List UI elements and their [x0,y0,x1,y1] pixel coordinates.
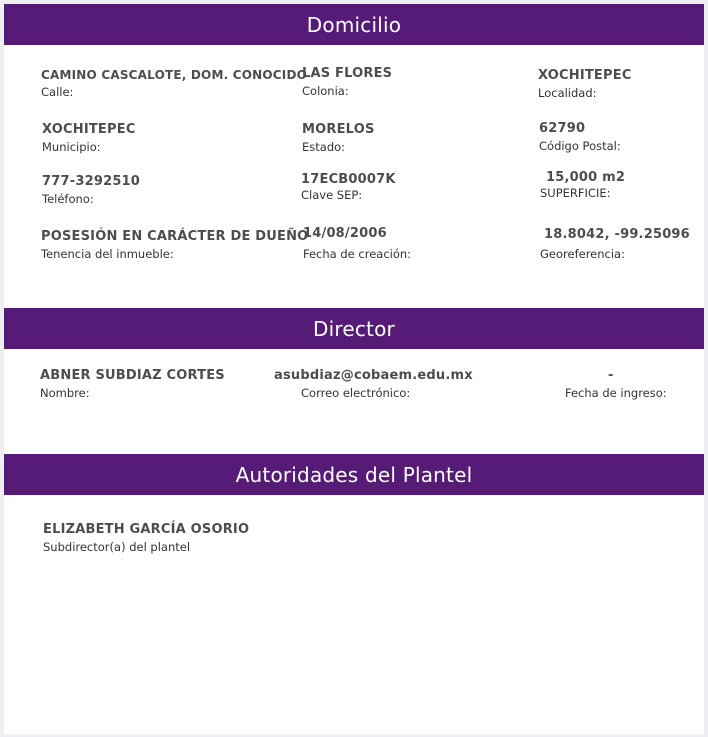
telefono-value: 777-3292510 [42,174,141,189]
director-correo-value: asubdiaz@cobaem.edu.mx [274,368,473,383]
fecha-creacion-value: 14/08/2006 [303,226,387,241]
subdirector-value: ELIZABETH GARCÍA OSORIO [43,522,250,537]
subdirector-label: Subdirector(a) del plantel [43,540,191,554]
director-header [4,308,704,349]
codigo-postal-value: 62790 [539,121,586,136]
superficie-value: 15,000 m2 [546,170,626,185]
calle-value: CAMINO CASCALOTE, DOM. CONOCIDO [41,68,308,82]
clave-sep-field [301,172,396,202]
domicilio-header [4,4,704,45]
estado-value: MORELOS [302,122,375,137]
codigo-postal-field [539,121,621,153]
georeferencia-label: Georeferencia: [540,247,625,261]
director-nombre-value: ABNER SUBDIAZ CORTES [40,368,225,383]
clave-sep-value: 17ECB0007K [301,172,396,187]
codigo-postal-label: Código Postal: [539,139,621,153]
colonia-field [302,66,392,98]
calle-label: Calle: [41,85,74,99]
autoridades-title: Autoridades del Plantel [235,462,473,487]
localidad-label: Localidad: [538,86,597,100]
director-fecha-ingreso-label: Fecha de ingreso: [565,386,667,400]
director-title: Director [313,316,395,341]
autoridades-header [4,454,704,495]
director-correo-field [274,368,473,400]
tenencia-field [41,229,308,261]
subdirector-field [43,522,249,554]
calle-field [41,68,307,99]
fecha-creacion-field [303,226,411,261]
municipio-field [42,122,136,154]
municipio-label: Municipio: [42,140,101,154]
localidad-field [538,68,632,100]
director-correo-label: Correo electrónico: [301,386,411,400]
colonia-value: LAS FLORES [302,66,393,81]
colonia-label: Colonia: [302,84,349,98]
estado-label: Estado: [302,140,346,154]
telefono-field [42,174,140,206]
georeferencia-value: 18.8042, -99.25096 [544,227,690,242]
school-info-sheet [4,4,704,734]
telefono-label: Teléfono: [42,192,94,206]
superficie-label: SUPERFICIE: [540,186,611,200]
tenencia-label: Tenencia del inmueble: [41,247,174,261]
domicilio-title: Domicilio [306,12,402,37]
georeferencia-field [540,227,690,261]
superficie-field [540,170,625,200]
director-nombre-field [40,368,225,400]
municipio-value: XOCHITEPEC [42,122,136,137]
director-fecha-ingreso-value: - [608,368,614,383]
tenencia-value: POSESIÓN EN CARÁCTER DE DUEÑO [41,229,309,244]
director-nombre-label: Nombre: [40,386,90,400]
estado-field [302,122,375,154]
director-fecha-ingreso-field [565,368,667,400]
localidad-value: XOCHITEPEC [538,68,632,83]
fecha-creacion-label: Fecha de creación: [303,247,412,261]
clave-sep-label: Clave SEP: [301,188,363,202]
